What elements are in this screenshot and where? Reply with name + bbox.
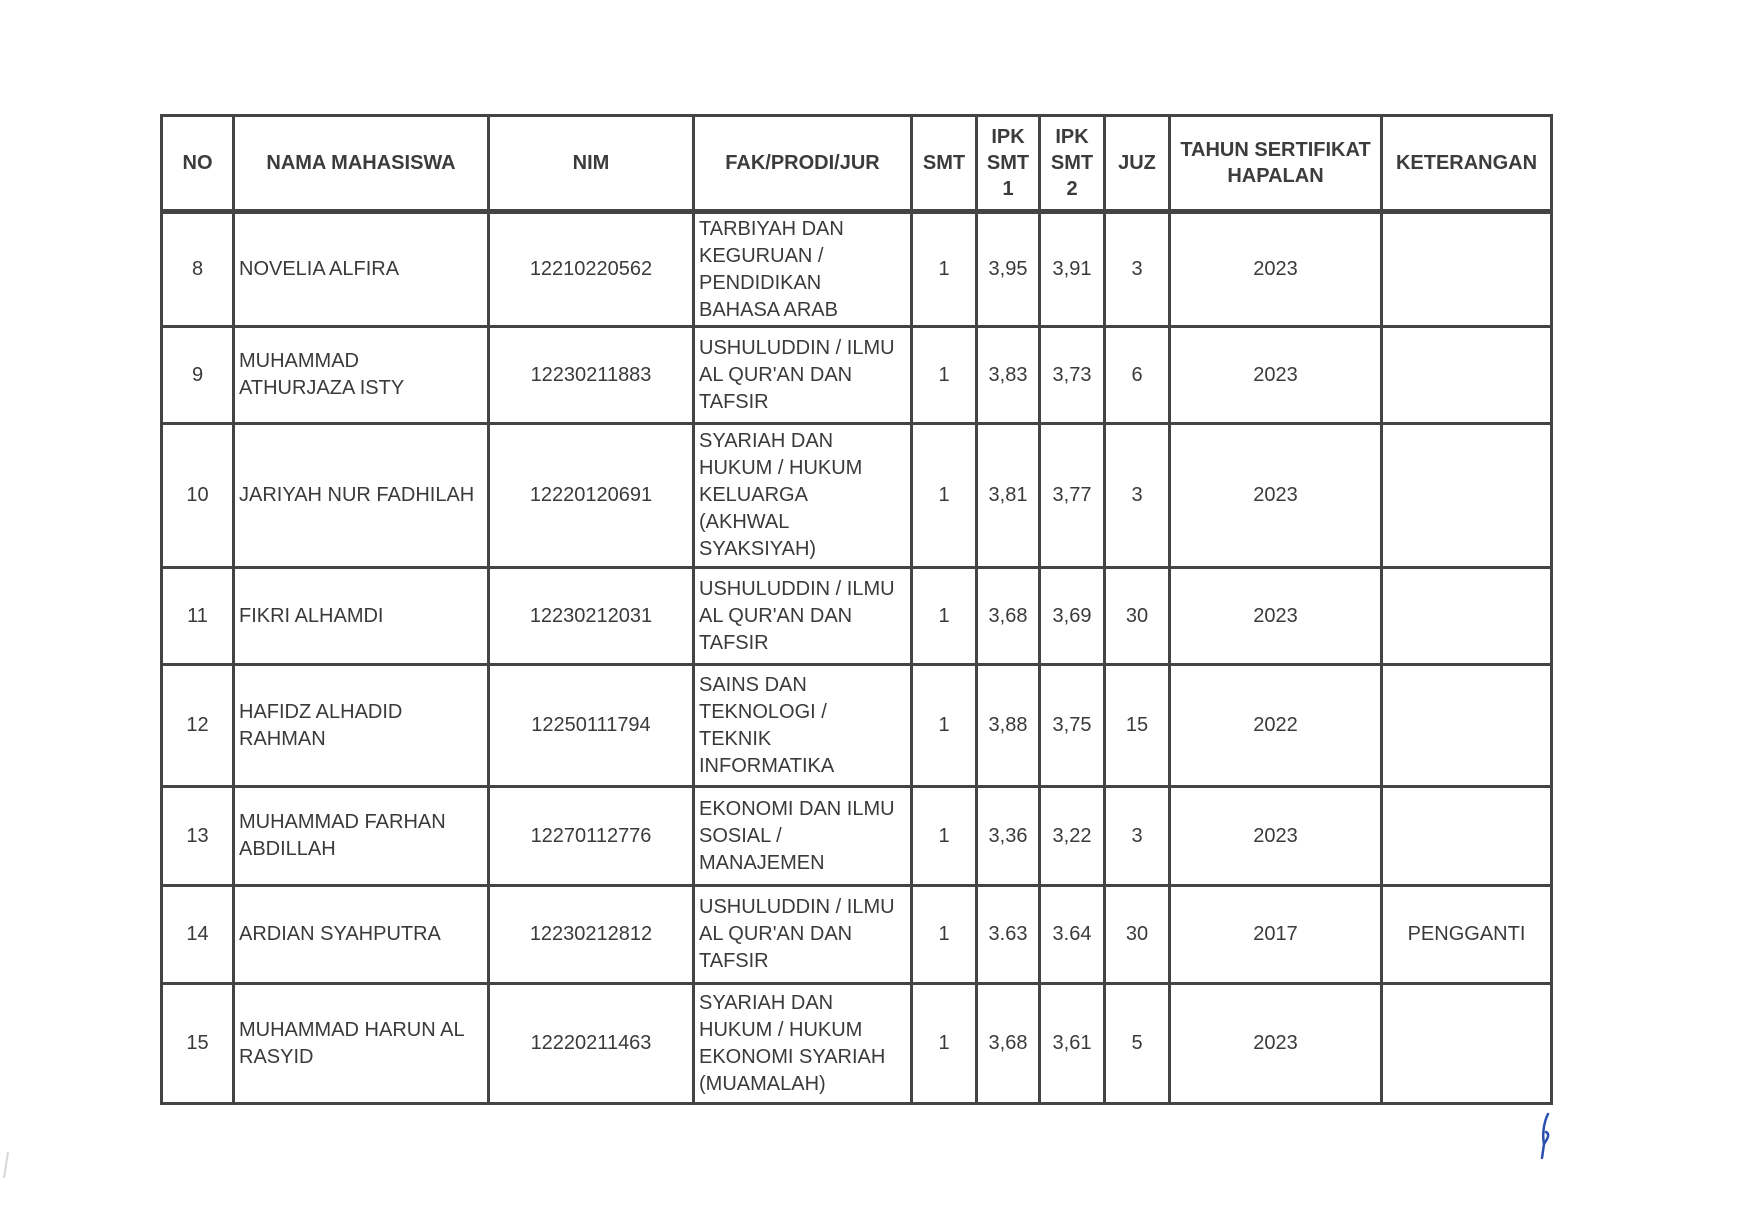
cell-ket (1382, 665, 1552, 787)
signature-initial (1536, 1112, 1556, 1162)
table-row (162, 327, 1552, 424)
cell-ket (1382, 568, 1552, 665)
table-row (162, 886, 1552, 984)
cell-no: 10 (162, 424, 234, 568)
cell-tahun: 2017 (1170, 886, 1382, 984)
cell-tahun: 2022 (1170, 665, 1382, 787)
cell-nama: FIKRI ALHAMDI (234, 568, 489, 665)
cell-juz: 3 (1105, 787, 1170, 886)
cell-smt: 1 (912, 984, 977, 1104)
cell-tahun: 2023 (1170, 424, 1382, 568)
cell-no: 9 (162, 327, 234, 424)
cell-fak: SYARIAH DAN HUKUM / HUKUM KELUARGA (AKHWAL SYAKSIYAH) (694, 424, 912, 568)
cell-ket (1382, 327, 1552, 424)
cell-tahun: 2023 (1170, 212, 1382, 327)
cell-juz: 15 (1105, 665, 1170, 787)
cell-juz: 3 (1105, 212, 1170, 327)
header-tahun-sertifikat: TAHUN SERTIFIKAT HAPALAN (1170, 116, 1382, 212)
cell-smt: 1 (912, 665, 977, 787)
cell-ipk2: 3.64 (1040, 886, 1105, 984)
table-row (162, 665, 1552, 787)
cell-nim: 12250111794 (489, 665, 694, 787)
cell-ipk1: 3.63 (977, 886, 1040, 984)
cell-nim: 12220120691 (489, 424, 694, 568)
cell-nim: 12210220562 (489, 212, 694, 327)
cell-fak: USHULUDDIN / ILMU AL QUR'AN DAN TAFSIR (694, 568, 912, 665)
cell-ipk1: 3,36 (977, 787, 1040, 886)
cell-nama: MUHAMMAD FARHAN ABDILLAH (234, 787, 489, 886)
cell-smt: 1 (912, 568, 977, 665)
cell-ket: PENGGANTI (1382, 886, 1552, 984)
cell-ipk2: 3,61 (1040, 984, 1105, 1104)
cell-ipk2: 3,22 (1040, 787, 1105, 886)
cell-nama: MUHAMMAD HARUN AL RASYID (234, 984, 489, 1104)
cell-fak: USHULUDDIN / ILMU AL QUR'AN DAN TAFSIR (694, 327, 912, 424)
table-row (162, 568, 1552, 665)
table-row (162, 984, 1552, 1104)
cell-ket (1382, 984, 1552, 1104)
header-ipk-smt-2: IPK SMT 2 (1040, 116, 1105, 212)
cell-no: 15 (162, 984, 234, 1104)
cell-fak: USHULUDDIN / ILMU AL QUR'AN DAN TAFSIR (694, 886, 912, 984)
header-keterangan: KETERANGAN (1382, 116, 1552, 212)
cell-smt: 1 (912, 886, 977, 984)
cell-ipk1: 3,83 (977, 327, 1040, 424)
table-header (162, 116, 1552, 212)
cell-nim: 12270112776 (489, 787, 694, 886)
cell-ipk1: 3,81 (977, 424, 1040, 568)
cell-ipk1: 3,68 (977, 984, 1040, 1104)
cell-tahun: 2023 (1170, 984, 1382, 1104)
cell-nama: JARIYAH NUR FADHILAH (234, 424, 489, 568)
cell-nim: 12230211883 (489, 327, 694, 424)
cell-ket (1382, 787, 1552, 886)
cell-fak: SAINS DAN TEKNOLOGI / TEKNIK INFORMATIKA (694, 665, 912, 787)
cell-ipk1: 3,88 (977, 665, 1040, 787)
student-table (160, 114, 1553, 1105)
cell-juz: 6 (1105, 327, 1170, 424)
cell-smt: 1 (912, 424, 977, 568)
cell-tahun: 2023 (1170, 568, 1382, 665)
header-nama: NAMA MAHASISWA (234, 116, 489, 212)
scan-mark (2, 1150, 10, 1180)
header-no: NO (162, 116, 234, 212)
cell-fak: EKONOMI DAN ILMU SOSIAL / MANAJEMEN (694, 787, 912, 886)
cell-tahun: 2023 (1170, 787, 1382, 886)
cell-juz: 3 (1105, 424, 1170, 568)
cell-smt: 1 (912, 787, 977, 886)
table-row (162, 424, 1552, 568)
header-fak: FAK/PRODI/JUR (694, 116, 912, 212)
cell-smt: 1 (912, 327, 977, 424)
table-body (162, 212, 1552, 1104)
cell-ket (1382, 212, 1552, 327)
cell-ipk2: 3,69 (1040, 568, 1105, 665)
table-row (162, 212, 1552, 327)
cell-nim: 12230212812 (489, 886, 694, 984)
cell-tahun: 2023 (1170, 327, 1382, 424)
cell-ipk2: 3,91 (1040, 212, 1105, 327)
header-nim: NIM (489, 116, 694, 212)
cell-nama: NOVELIA ALFIRA (234, 212, 489, 327)
cell-fak: SYARIAH DAN HUKUM / HUKUM EKONOMI SYARIAH (MUAMALAH) (694, 984, 912, 1104)
cell-nama: HAFIDZ ALHADID RAHMAN (234, 665, 489, 787)
header-ipk-smt-1: IPK SMT 1 (977, 116, 1040, 212)
cell-nim: 12220211463 (489, 984, 694, 1104)
header-juz: JUZ (1105, 116, 1170, 212)
cell-fak: TARBIYAH DAN KEGURUAN / PENDIDIKAN BAHASA ARAB (694, 212, 912, 327)
header-smt: SMT (912, 116, 977, 212)
cell-no: 13 (162, 787, 234, 886)
cell-ipk2: 3,75 (1040, 665, 1105, 787)
cell-ipk2: 3,77 (1040, 424, 1105, 568)
cell-no: 14 (162, 886, 234, 984)
cell-ipk1: 3,68 (977, 568, 1040, 665)
cell-no: 12 (162, 665, 234, 787)
cell-nama: MUHAMMAD ATHURJAZA ISTY (234, 327, 489, 424)
cell-nama: ARDIAN SYAHPUTRA (234, 886, 489, 984)
cell-nim: 12230212031 (489, 568, 694, 665)
cell-no: 8 (162, 212, 234, 327)
cell-ipk1: 3,95 (977, 212, 1040, 327)
cell-juz: 5 (1105, 984, 1170, 1104)
cell-juz: 30 (1105, 568, 1170, 665)
cell-ket (1382, 424, 1552, 568)
cell-juz: 30 (1105, 886, 1170, 984)
cell-smt: 1 (912, 212, 977, 327)
cell-ipk2: 3,73 (1040, 327, 1105, 424)
table-row (162, 787, 1552, 886)
cell-no: 11 (162, 568, 234, 665)
